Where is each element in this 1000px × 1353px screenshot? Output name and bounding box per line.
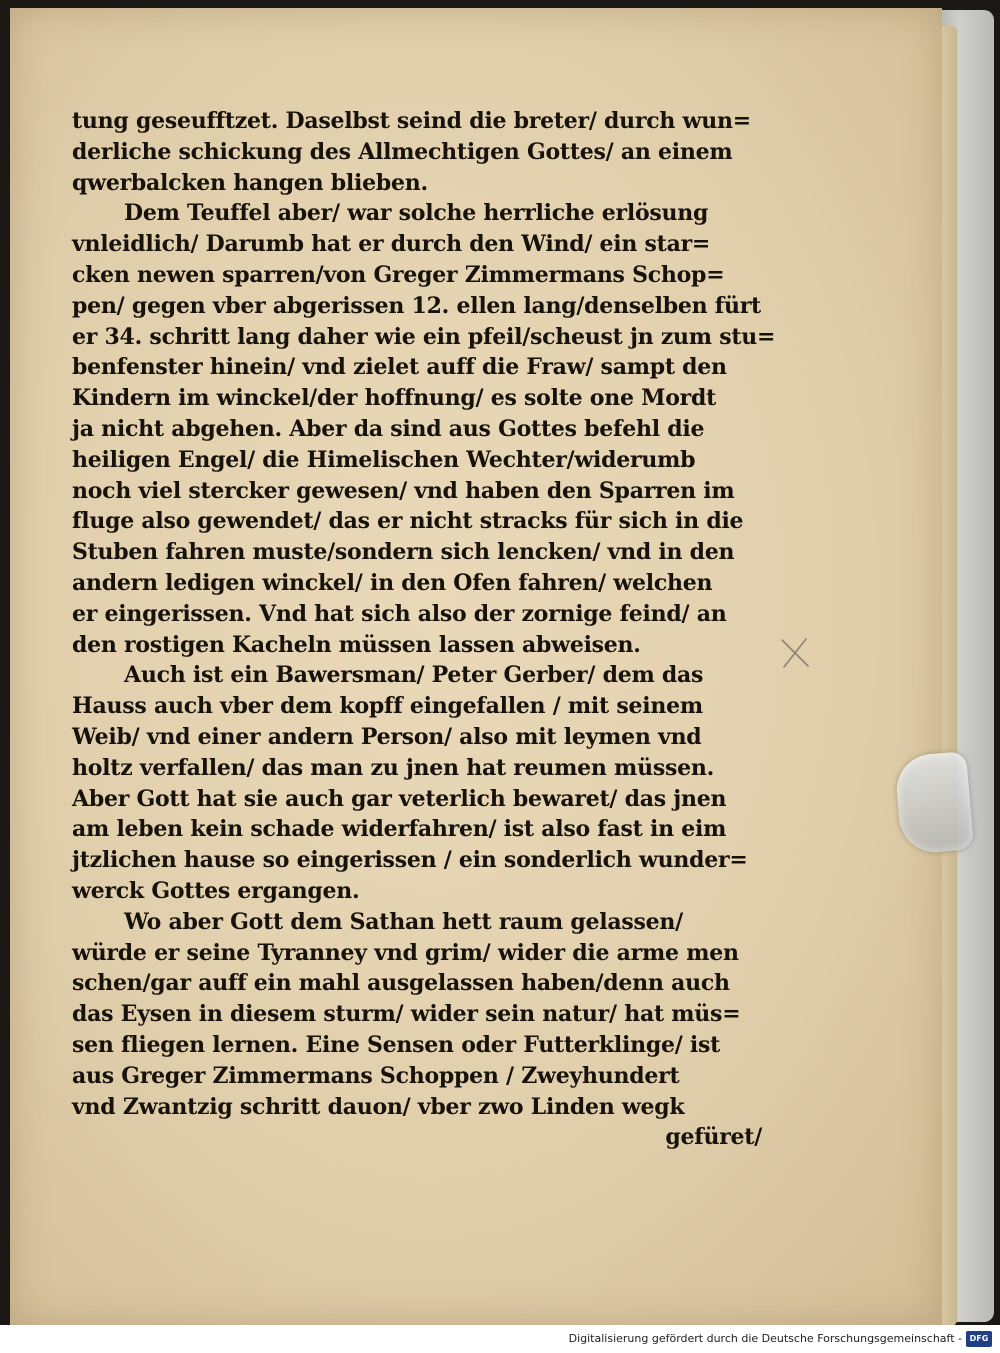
text-line: ja nicht abgehen. Aber da sind aus Gottes befehl die xyxy=(72,415,705,442)
page-text-block xyxy=(72,106,776,1153)
pencil-x-mark xyxy=(778,636,812,670)
text-line: Aber Gott hat sie auch gar veterlich bewaret/ das jnen xyxy=(72,785,727,812)
text-line: sen fliegen lernen. Eine Sensen oder Futterklinge/ ist xyxy=(72,1031,721,1058)
text-line: Stuben fahren muste/sondern sich lencken/ vnd in den xyxy=(72,539,735,566)
text-line: Kindern im winckel/der hoffnung/ es solte one Mordt xyxy=(72,385,717,412)
text-line: Weib/ vnd einer andern Person/ also mit leymen vnd xyxy=(72,723,702,750)
text-line: Hauss auch vber dem kopff eingefallen / mit seinem xyxy=(72,693,703,720)
text-line: derliche schickung des Allmechtigen Gottes/ an einem xyxy=(72,138,733,165)
text-line: das Eysen in diesem sturm/ wider sein natur/ hat müs= xyxy=(72,1001,741,1028)
text-line: schen/gar auff ein mahl ausgelassen haben/denn auch xyxy=(72,970,730,997)
text-line: Dem Teuffel aber/ war solche herrliche erlösung xyxy=(124,200,709,227)
text-line: am leben kein schade widerfahren/ ist also fast in eim xyxy=(72,816,727,843)
text-line: Wo aber Gott dem Sathan hett raum gelassen/ xyxy=(124,908,683,935)
text-line: vnd Zwantzig schritt dauon/ vber zwo Linden wegk xyxy=(72,1093,685,1120)
text-line: qwerbalcken hangen blieben. xyxy=(72,169,428,196)
text-line: er 34. schritt lang daher wie ein pfeil/scheust jn zum stu= xyxy=(72,323,776,350)
text-line: er eingerissen. Vnd hat sich also der zornige feind/ an xyxy=(72,600,727,627)
text-line: jtzlichen hause so eingerissen / ein sonderlich wunder= xyxy=(72,847,748,874)
text-line: tung geseufftzet. Daselbst seind die breter/ durch wun= xyxy=(72,108,751,134)
text-line: pen/ gegen vber abgerissen 12. ellen lang/denselben fürt xyxy=(72,292,761,319)
text-line: holtz verfallen/ das man zu jnen hat reumen müssen. xyxy=(72,754,714,781)
text-line: werck Gottes ergangen. xyxy=(72,877,360,904)
text-line: noch viel stercker gewesen/ vnd haben den Sparren im xyxy=(72,477,735,504)
text-line: Auch ist ein Bawersman/ Peter Gerber/ dem das xyxy=(124,662,704,689)
text-line: aus Greger Zimmermans Schoppen / Zweyhundert xyxy=(72,1062,680,1089)
text-line: cken newen sparren/von Greger Zimmermans Schop= xyxy=(72,261,725,288)
text-line: den rostigen Kacheln müssen lassen abweisen. xyxy=(72,631,641,658)
text-line: fluge also gewendet/ das er nicht stracks für sich in die xyxy=(72,508,744,535)
text-line: würde er seine Tyranney vnd grim/ wider die arme men xyxy=(72,939,739,966)
text-line: vnleidlich/ Darumb hat er durch den Wind/ ein star= xyxy=(72,231,711,258)
text-line: benfenster hinein/ vnd zielet auff die Fraw/ sampt den xyxy=(72,354,727,381)
text-line: heiligen Engel/ die Himelischen Wechter/widerumb xyxy=(72,446,696,473)
dfg-logo-icon: DFG xyxy=(966,1331,992,1347)
funding-credit: Digitalisierung gefördert durch die Deutsche Forschungsgemeinschaft - xyxy=(568,1332,962,1345)
text-line: andern ledigen winckel/ in den Ofen fahren/ welchen xyxy=(72,569,713,596)
footer-bar xyxy=(0,1325,1000,1353)
text-line: gefüret/ xyxy=(665,1124,762,1151)
